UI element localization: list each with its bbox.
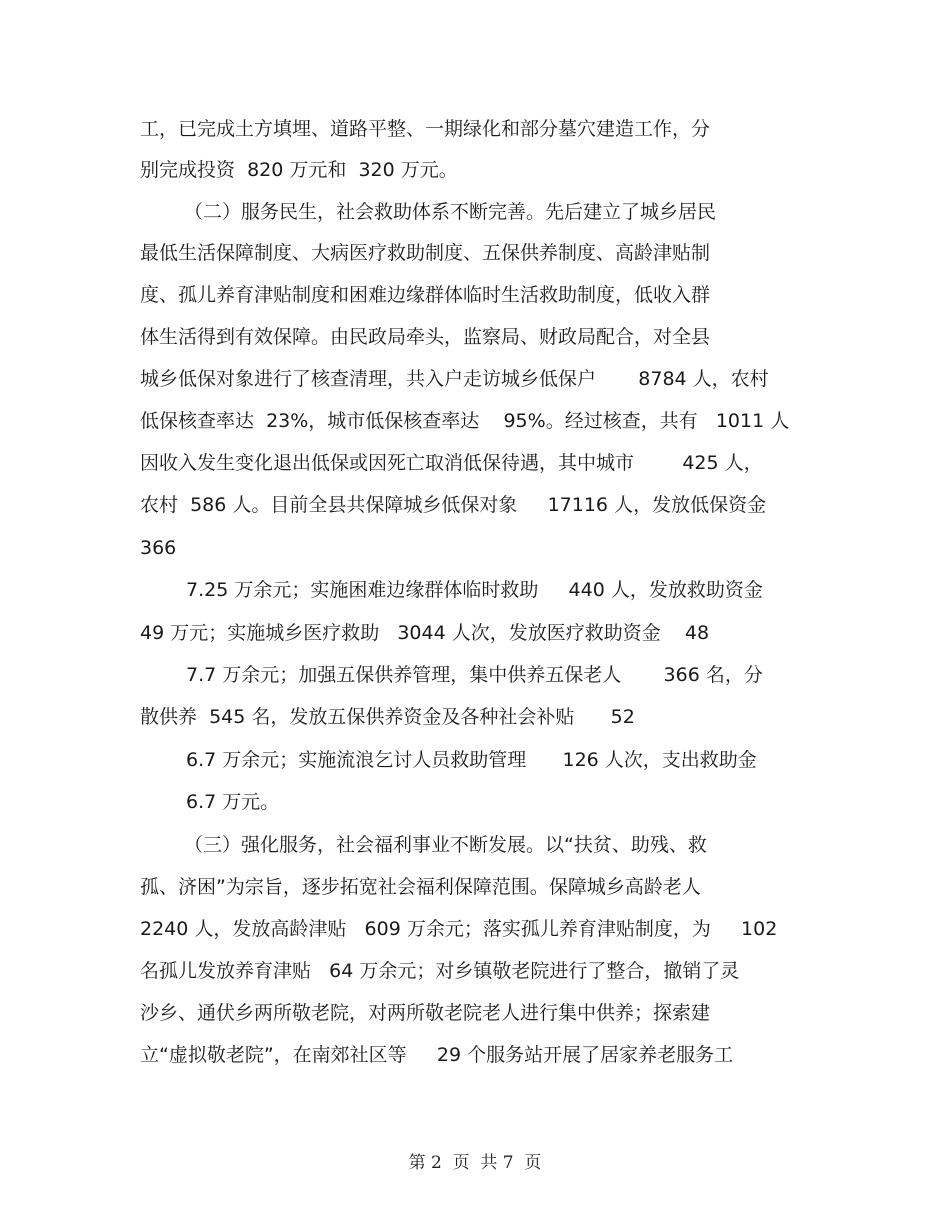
body-text-line: 孤、济困”为宗旨，逐步拓宽社会福利保障范围。保障城乡高龄老人 — [140, 876, 701, 898]
body-text-line: 名孤儿发放养育津贴 64 万余元；对乡镇敬老院进行了整合，撤销了灵 — [140, 960, 740, 982]
body-text-line: 农村 586 人。目前全县共保障城乡低保对象 17116 人，发放低保资金 — [140, 494, 767, 516]
body-text-line: 因收入发生变化退出低保或因死亡取消低保待遇，其中城市 425 人， — [140, 452, 763, 474]
body-text-line: 6.7 万元。 — [186, 791, 280, 813]
body-text-line: 366 — [140, 537, 177, 559]
body-text-line: 散供养 545 名，发放五保供养资金及各种社会补贴 52 — [140, 706, 635, 728]
body-text-line: 低保核查率达 23%，城市低保核查率达 95%。经过核查，共有 1011 人 — [140, 410, 790, 432]
body-text-line: 7.25 万余元；实施困难边缘群体临时救助 440 人，发放救助资金 — [186, 579, 763, 601]
body-text-line: 2240 人，发放高龄津贴 609 万余元；落实孤儿养育津贴制度，为 102 — [140, 918, 778, 940]
body-text-line: 城乡低保对象进行了核查清理，共入户走访城乡低保户 8784 人，农村 — [140, 368, 769, 390]
paragraph-start-line: （三）强化服务，社会福利事业不断发展。以“扶贫、助残、救 — [184, 834, 707, 856]
body-text-line: 7.7 万余元；加强五保供养管理，集中供养五保老人 366 名，分 — [186, 664, 763, 686]
page-number-footer: 第 2 页 共 7 页 — [408, 1153, 542, 1173]
body-text-line: 沙乡、通伏乡两所敬老院，对两所敬老院老人进行集中供养；探索建 — [140, 1002, 711, 1024]
body-text-line: 最低生活保障制度、大病医疗救助制度、五保供养制度、高龄津贴制 — [140, 242, 711, 264]
body-text-line: 度、孤儿养育津贴制度和困难边缘群体临时生活救助制度，低收入群 — [140, 284, 711, 306]
body-text-line: 49 万元；实施城乡医疗救助 3044 人次，发放医疗救助资金 48 — [140, 622, 710, 644]
body-text-line: 体生活得到有效保障。由民政局牵头，监察局、财政局配合，对全县 — [140, 326, 711, 348]
body-text-line: 6.7 万余元；实施流浪乞讨人员救助管理 126 人次，支出救助金 — [186, 749, 757, 771]
body-text-line: 立“虚拟敬老院”，在南郊社区等 29 个服务站开展了居家养老服务工 — [140, 1044, 734, 1066]
paragraph-start-line: （二）服务民生，社会救助体系不断完善。先后建立了城乡居民 — [184, 201, 717, 223]
body-text-line: 别完成投资 820 万元和 320 万元。 — [140, 159, 458, 181]
body-text-line: 工，已完成土方填埋、道路平整、一期绿化和部分墓穴建造工作，分 — [140, 118, 711, 140]
